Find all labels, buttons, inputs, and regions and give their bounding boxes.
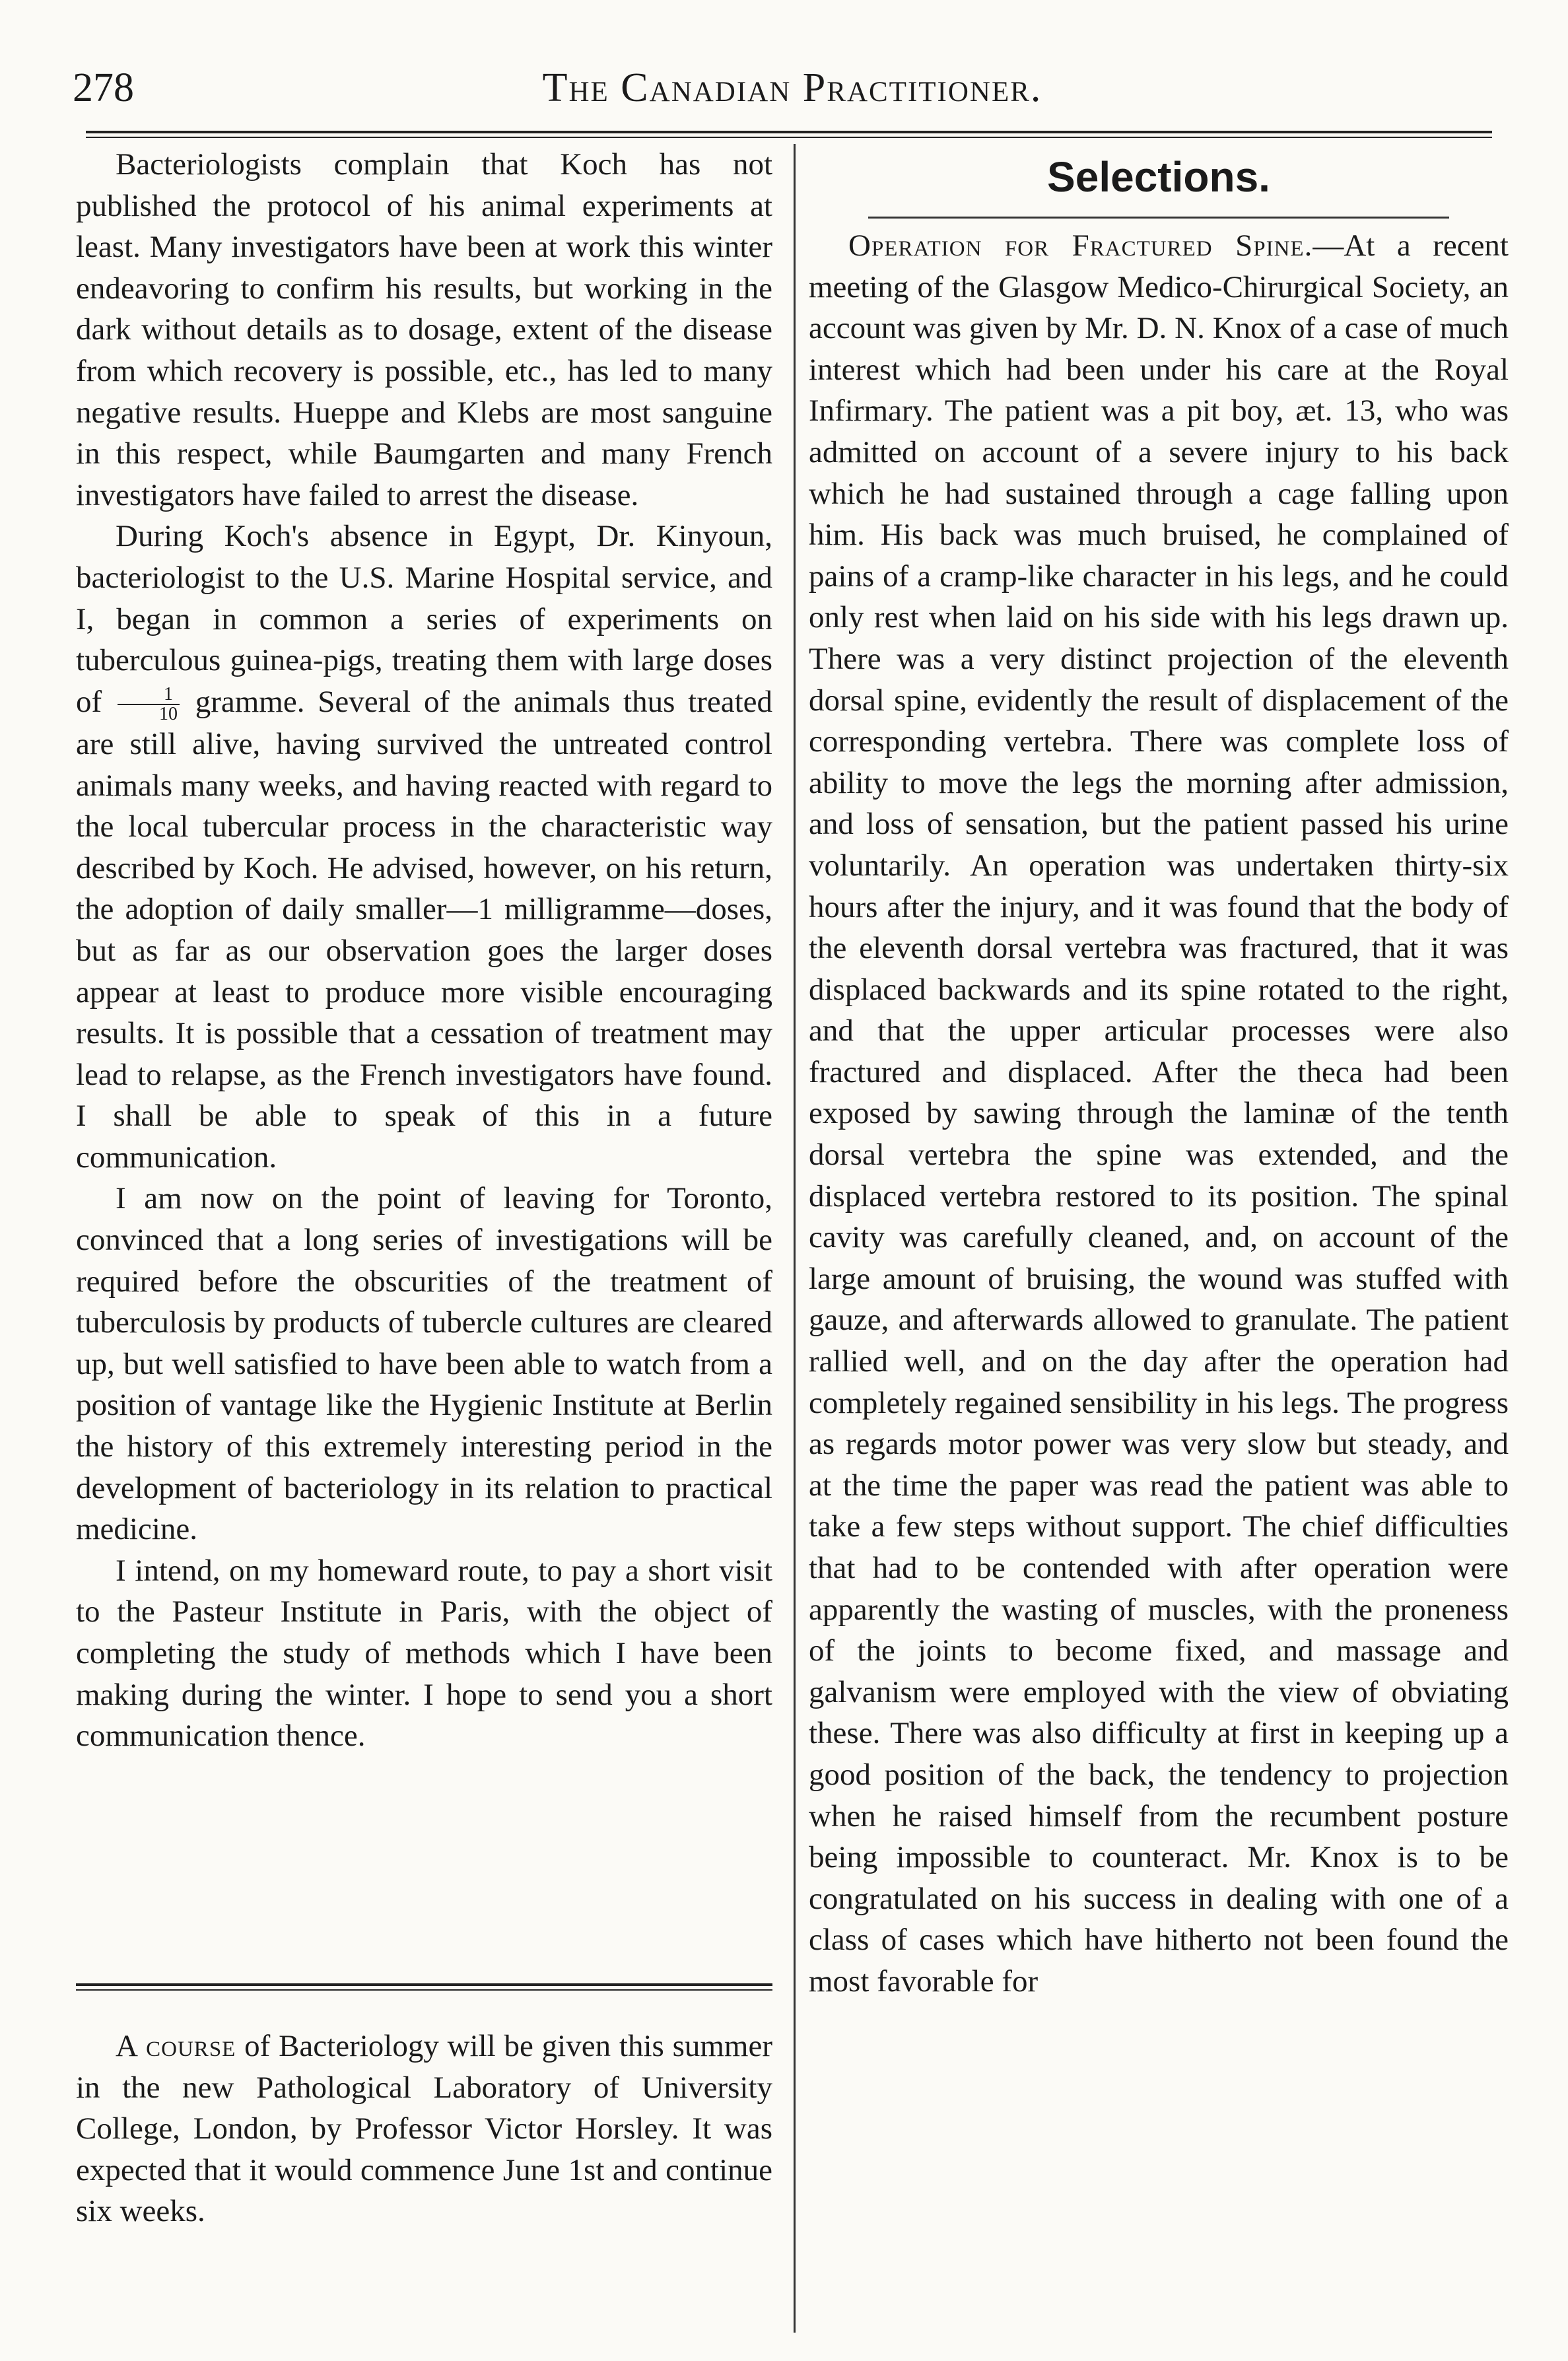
bacteriology-course-note: [76, 2026, 772, 2232]
fraction-numerator: 1: [118, 685, 180, 705]
left-column: [76, 144, 772, 1757]
note-double-rule: [76, 1983, 772, 1991]
right-column: [809, 144, 1509, 2002]
fraction-denominator: 10: [158, 703, 178, 724]
note-lead: A course: [116, 2029, 236, 2063]
fraction-one-tenth: [118, 685, 180, 724]
paragraph-text: gramme. Several of the animals thus treated are still alive, having survived the untreated control animals many weeks, and having reacted with regard to the local tubercular process in the characteristic way described by Koch. He advised, however, on his return, the adoption of daily smaller—1 milligramme—doses, but as far as our observation goes the larger doses appear at least to produce more visible encouraging results. It is possible that a cessation of treatment may lead to relapse, as the French investigators have found. I shall be able to speak of this in a future communication.: [76, 684, 772, 1175]
paragraph-homeward-route: I intend, on my homeward route, to pay a short visit to the Pasteur Institute in Paris, with the object of completing the study of methods which I have been making during the winter. I hope to send you a short communication thence.: [76, 1553, 772, 1754]
note-text: of Bacteriology will be given this summer in the new Pathological Laboratory of University College, London, by Professor Victor Horsley. It was expected that it would commence June 1st and continue six weeks.: [76, 2029, 773, 2229]
paragraph-text: During Koch's absence in Egypt, Dr. Kinyoun, bacteriologist to the U.S. Marine Hospital service, and I, began in common a series of experiments on tuberculous guinea-pigs, treating them with large doses of: [76, 519, 772, 719]
header-double-rule: [86, 131, 1492, 138]
running-title: The Canadian Practitioner.: [542, 65, 1042, 110]
running-head: [73, 58, 1512, 118]
paragraph-bacteriologists: Bacteriologists complain that Koch has not published the protocol of his animal experiments at least. Many investigators have been at work this winter endeavoring to confirm his results, but working in the dark without details as to dosage, extent of the disease from which recovery is possible, etc., has led to many negative results. Hueppe and Klebs are most sanguine in this respect, while Baumgarten and many French investigators have failed to arrest the disease.: [76, 147, 772, 512]
section-rule: [868, 217, 1449, 219]
note-paragraph: [76, 2026, 772, 2232]
article-text: —At a recent meeting of the Glasgow Medico-Chirurgical Society, an account was given by Mr. D. N. Knox of a case of much interest which had been under his care at the Royal Infirmary. The patient was a pit boy, æt. 13, who was admitted on account of a severe injury to his back which he had sustained through a cage falling upon him. His back was much bruised, he complained of pains of a cramp-like character in his legs, and he could only rest when laid on his side with his legs drawn up. There was a very distinct projection of the eleventh dorsal spine, evidently the result of displacement of the corresponding vertebra. There was complete loss of ability to move the legs the morning after admission, and loss of sensation, but the patient passed his urine voluntarily. An operation was undertaken thirty-six hours after the injury, and it was found that the body of the eleventh dorsal vertebra was fractured, that it was displaced backwards and its spine rotated to the right, and that the upper articular processes were also fractured and displaced. After the theca had been exposed by sawing through the laminæ of the tenth dorsal vertebra the spine was extended, and the displaced vertebra restored to its position. The spinal cavity was carefully cleaned, and, on account of the large amount of bruising, the wound was stuffed with gauze, and afterwards allowed to granulate. The patient rallied well, and on the day after the operation had completely regained sensibility in his legs. The progress as regards motor power was very slow but steady, and at the time the paper was read the patient was able to take a few steps without support. The chief difficulties that had to be contended with after operation were apparently the wasting of muscles, with the proneness of the joints to become fixed, and massage and galvanism were employed with the view of obviating these. There was also difficulty at first in keeping up a good position of the back, the tendency to projection when he raised himself from the recumbent posture being impossible to counteract. Mr. Knox is to be congratulated on his success in dealing with one of a class of cases which have hitherto not been found the most favorable for: [809, 228, 1509, 1999]
article-title: Operation for Fractured Spine.: [848, 228, 1313, 263]
column-divider: [794, 144, 796, 2333]
page-number: 278: [73, 65, 134, 110]
section-heading: Selections.: [1047, 153, 1270, 201]
paragraph-kochs-absence: [76, 516, 772, 1178]
article-fractured-spine: [809, 225, 1509, 2002]
paragraph-leaving-toronto: I am now on the point of leaving for Toronto, convinced that a long series of investigations will be required before the obscurities of the treatment of tuberculosis by products of tubercle cultures are cleared up, but well satisfied to have been able to watch from a position of vantage like the Hygienic Institute at Berlin the history of this extremely interesting period in the development of bacteriology in its relation to practical medicine.: [76, 1181, 772, 1547]
